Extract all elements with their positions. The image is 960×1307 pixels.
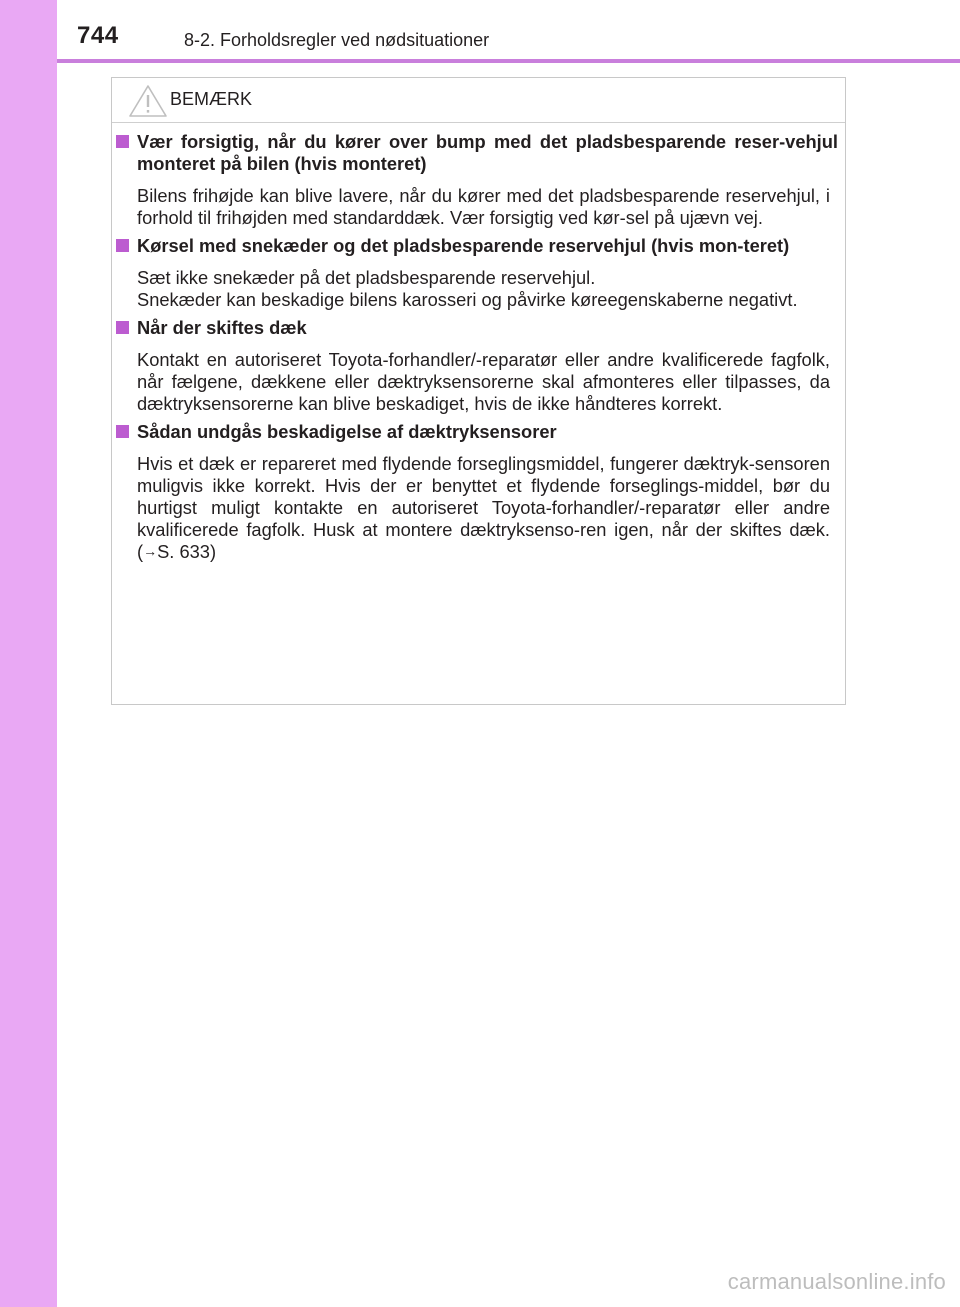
item-paragraph: Sæt ikke snekæder på det pladsbesparende reservehjul.: [137, 267, 596, 288]
item-heading: Vær forsigtig, når du kører over bump med det pladsbesparende reser-vehjul monteret på bilen (hvis monteret): [137, 131, 845, 175]
item-heading: Kørsel med snekæder og det pladsbesparende reservehjul (hvis mon-teret): [137, 235, 845, 257]
bullet-square-icon: [116, 321, 129, 334]
item-text: [137, 349, 845, 415]
notice-body: [112, 131, 845, 570]
item-text: [137, 453, 845, 564]
watermark: carmanualsonline.info: [727, 1269, 946, 1294]
notice-header: [112, 78, 845, 123]
item-text: [137, 267, 845, 311]
bullet-square-icon: [116, 239, 129, 252]
notice-box: [111, 77, 846, 705]
page-reference-arrow: →: [143, 543, 158, 559]
notice-item: [112, 235, 845, 311]
page-reference-link[interactable]: S. 633): [157, 541, 217, 562]
notice-item: [112, 421, 845, 564]
page-number: 744: [77, 22, 119, 49]
bullet-square-icon: [116, 425, 129, 438]
item-text: [137, 185, 845, 229]
item-heading: Sådan undgås beskadigelse af dæktryksensorer: [137, 421, 845, 443]
item-paragraph: Bilens frihøjde kan blive lavere, når du kører med det pladsbesparende reservehjul, i forhold til frihøjden med standarddæk. Vær forsigtig ved kør-sel på ujævn vej.: [137, 185, 830, 228]
header-divider: [57, 59, 960, 63]
notice-label: BEMÆRK: [170, 89, 253, 109]
section-title: 8-2. Forholdsregler ved nødsituationer: [184, 30, 490, 50]
item-paragraph: Hvis et dæk er repareret med flydende forseglingsmiddel, fungerer dæktryk-sensoren muligvis ikke korrekt. Hvis der er benyttet et flydende forseglings-middel, bør du hurtigst muligt kontakte en autoriseret Toyota-forhandler/-reparatør eller andre kvalificerede fagfolk. Husk at montere dæktryksenso-ren igen, når der skiftes dæk. (→S. 633): [137, 453, 830, 562]
item-paragraph: Kontakt en autoriseret Toyota-forhandler/-reparatør eller andre kvalificerede fagfolk, når fælgene, dækkene eller dæktryksensorerne skal afmonteres eller tilpasses, da dæktryksensorerne kan blive beskadiget, hvis de ikke håndteres korrekt.: [137, 349, 830, 414]
bullet-square-icon: [116, 135, 129, 148]
notice-item: [112, 131, 845, 229]
warning-triangle-icon: [128, 84, 168, 118]
item-paragraph: Snekæder kan beskadige bilens karosseri og påvirke køreegenskaberne negativt.: [137, 289, 798, 310]
side-color-band: [0, 0, 57, 1307]
item-heading: Når der skiftes dæk: [137, 317, 845, 339]
notice-item: [112, 317, 845, 415]
